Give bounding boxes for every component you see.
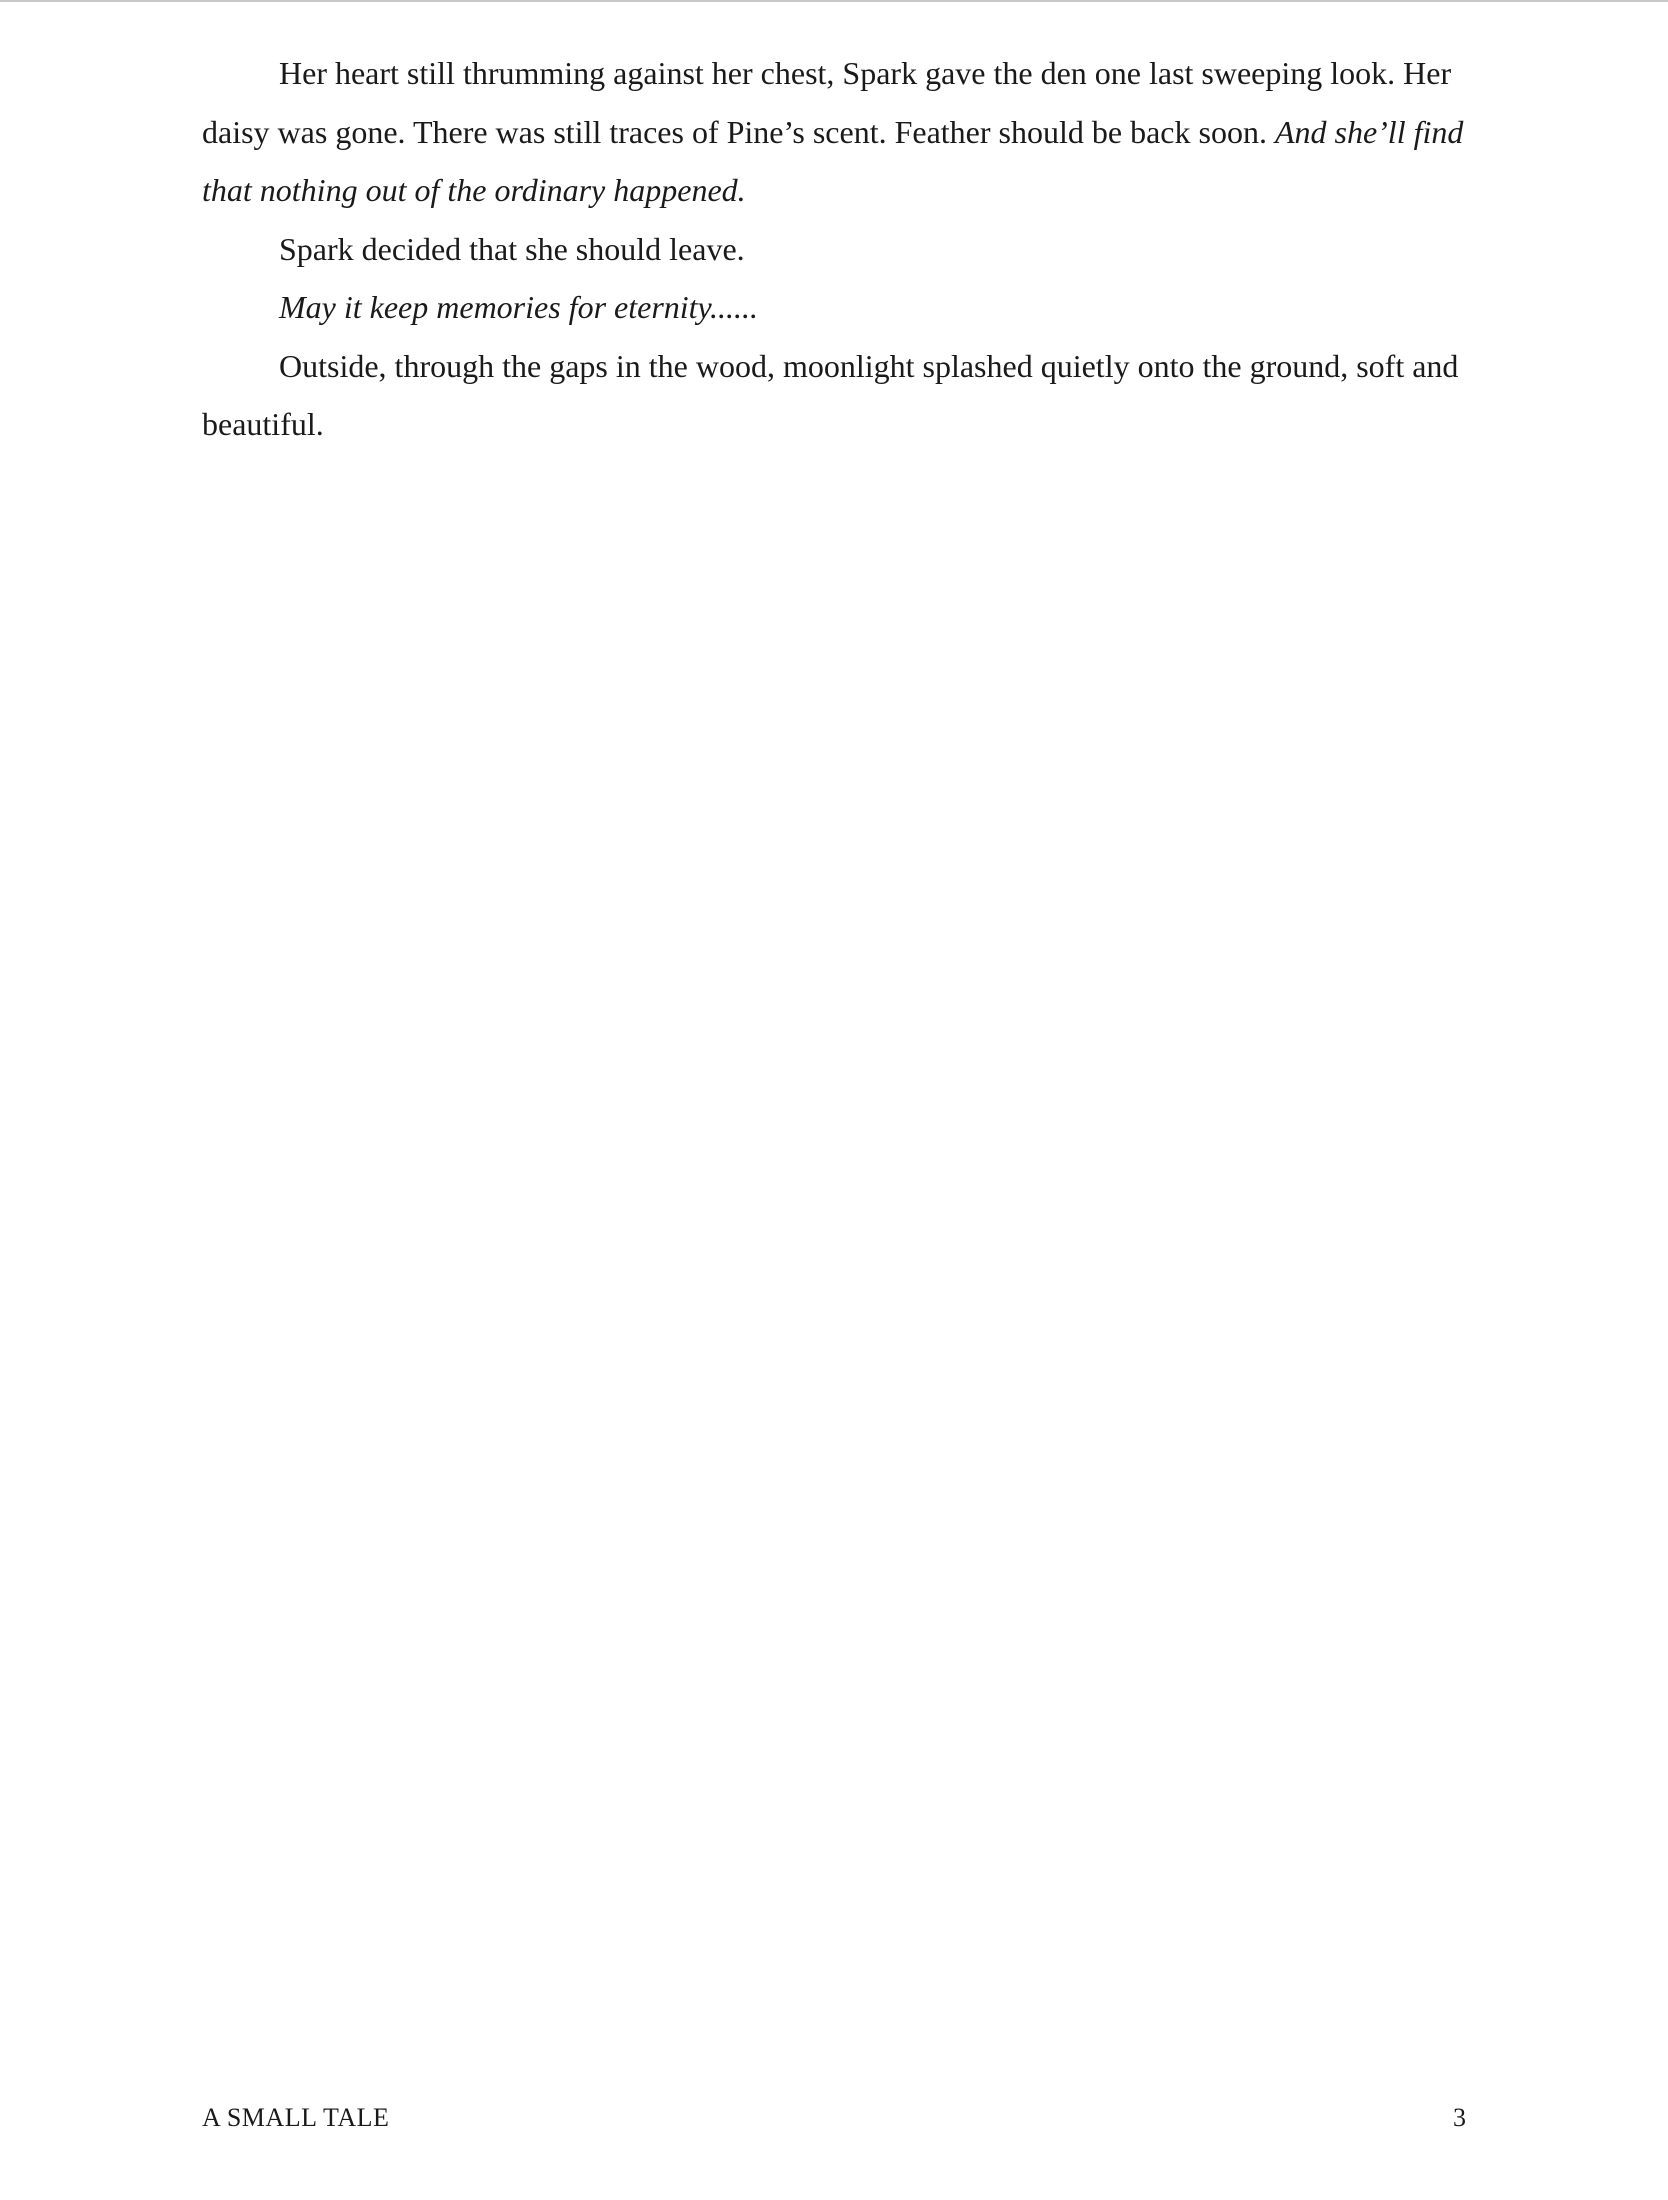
paragraph-3 [202, 278, 1464, 337]
footer-book-title: A SMALL TALE [202, 2103, 390, 2132]
footer-page-number: 3 [1453, 2103, 1466, 2132]
paragraph-4: Outside, through the gaps in the wood, moonlight splashed quietly onto the ground, soft and beautiful. [202, 347, 1459, 442]
paragraph-2: Spark decided that she should leave. [279, 230, 745, 267]
paragraph-1-italic-thought: And she’ll find that nothing out of the ordinary happened. [202, 113, 1464, 208]
paragraph-1-text: Her heart still thrumming against her chest, Spark gave the den one last sweeping look. Her daisy was gone. There was still traces of Pine’s scent. Feather should be back soon. [202, 55, 1452, 150]
paragraph-1 [202, 44, 1464, 220]
paragraph-3-italic-thought: May it keep memories for eternity...... [279, 289, 758, 325]
top-border [0, 0, 1668, 2]
page-body [202, 44, 1464, 454]
